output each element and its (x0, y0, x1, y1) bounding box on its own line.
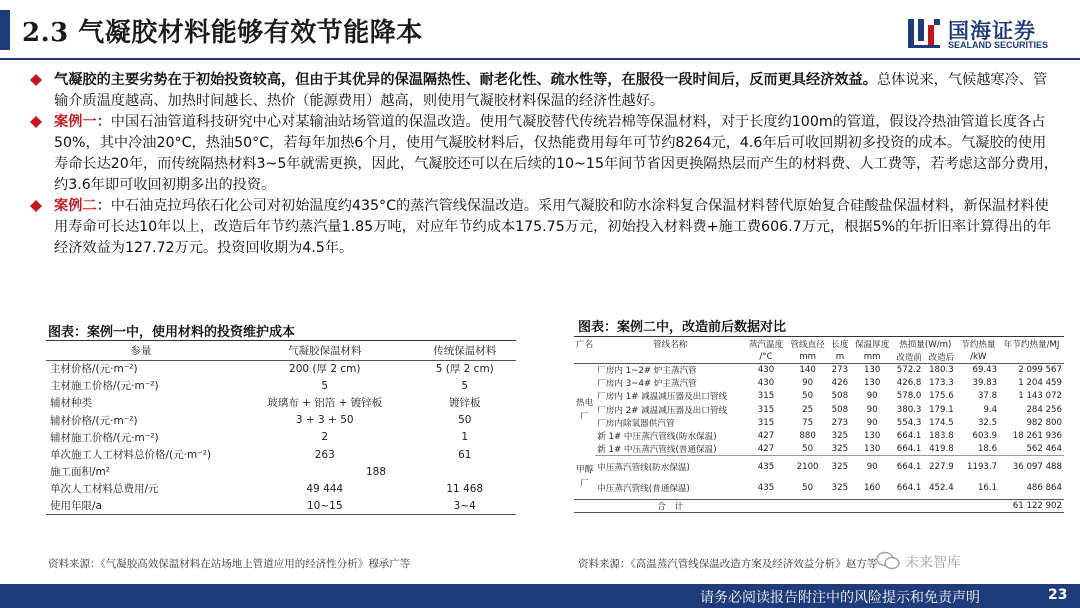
table-cell: 426.8 (896, 378, 922, 389)
table-cell: 315 (757, 417, 775, 428)
table-cell: 174.5 (929, 417, 954, 428)
table-header-cell: /°C (745, 350, 787, 363)
table-cell: 90 (866, 391, 878, 402)
table2-source: 资料来源：《高温蒸汽管线保温改造方案及经济效益分析》赵方等 (578, 558, 878, 570)
table-cell: 18.6 (958, 443, 1000, 456)
table-cell: 435 (757, 483, 775, 494)
table-cell: 130 (851, 443, 893, 456)
bullet-case-2 (28, 196, 1058, 259)
table-cell: 2 (321, 431, 329, 444)
table1-caption: 图表：案例一中，使用材料的投资维护成本 (48, 325, 296, 340)
table-cell: 880 (799, 430, 816, 441)
table-cell: 25 (802, 404, 814, 415)
table-row (574, 403, 1064, 416)
diamond-bullet-icon (30, 74, 42, 86)
table-cell: 173.3 (929, 378, 954, 389)
table-cell: 273 (831, 365, 849, 376)
table-cell: 厂房内除氧器供汽管 (597, 418, 675, 429)
table-cell: 452.4 (929, 483, 954, 494)
table-cell: 5 (321, 379, 329, 392)
table-header-cell (574, 350, 595, 363)
table-cell (574, 500, 595, 513)
table-cell: 50 (787, 443, 829, 456)
table-cell: 1 143 072 (1018, 391, 1062, 402)
table-header-cell: 改造前 (893, 350, 925, 363)
table1 (46, 340, 516, 515)
table1-source: 资料来源：《气凝胶高效保温材料在站场地上管道应用的经济性分析》穆承广等 (48, 558, 411, 570)
table-cell: 130 (863, 378, 881, 389)
table-cell: 427 (757, 430, 775, 441)
watermark-text: 未来智库 (905, 555, 961, 571)
table-cell: 130 (863, 365, 881, 376)
table-total-value: 61 122 902 (999, 500, 1064, 513)
diamond-bullet-icon (30, 116, 42, 128)
table-cell: 160 (863, 483, 881, 494)
table-cell: 430 (757, 378, 775, 389)
table-cell: 140 (799, 365, 816, 376)
logo-text-en: SEALAND SECURITIES (948, 40, 1049, 50)
table-row (574, 377, 1064, 390)
table-cell: 427 (745, 443, 787, 456)
table-cell: 200 (厚 2 cm) (289, 363, 361, 376)
table-cell: 664.1 (896, 461, 922, 472)
table-header-cell (999, 350, 1064, 363)
table-cell: 508 (831, 391, 849, 402)
table-cell: 426 (831, 378, 849, 389)
table-cell: 39.83 (972, 378, 998, 389)
table-cell: 50 (802, 391, 814, 402)
page-number: 23 (1048, 587, 1068, 603)
table-cell: 中压蒸汽管线(防水保温) (597, 462, 690, 473)
table-row (574, 456, 1064, 478)
table-cell: 603.9 (972, 430, 998, 441)
table-cell: 18 261 936 (1012, 430, 1062, 441)
table-header-cell: 热损量(W/m) (899, 339, 952, 350)
table-row (46, 429, 516, 446)
title-accent (0, 10, 10, 50)
table-header-cell: 改造后 (925, 350, 957, 363)
table-cell: 578.0 (896, 391, 922, 402)
table-total-row (574, 500, 1064, 513)
table-cell: 419.8 (925, 443, 957, 456)
table-cell: 3 + 3 + 50 (295, 414, 354, 427)
bullet-text: 中国石油管道科技研究中心对某输油站场管道的保温改造。使用气凝胶替代传统岩棉等保温材料，对于长度约100m的管道，假设冷热油管道长度各占50%，其中冷油20°C，热油50°C，若每年加热6个月，使用气凝胶材料后，仅热能费用每年可节约8264元，4.6年后可收回期初多投资的成本。气凝胶的使用寿命长达20年，而传统隔热材料3~5年就需更换，因此，气凝胶还可以在后续的10~15年间节省因更换隔热层而产生的材料费、人工费等，若考虑这部分费用，约3.6年即可收回初期多出的投资。 (54, 114, 1058, 193)
table-row (46, 463, 516, 480)
table-row (574, 443, 1064, 456)
table-cell: 380.3 (896, 404, 922, 415)
bullet-text: 总体说来，气候越寒冷、管输介质温度越高、加热时间越长、热价（能源费用）越高，则使用气凝胶材料保温的经济性越好。 (54, 72, 1048, 109)
table-header-cell: 节约热量 (961, 339, 996, 350)
table-cell: 508 (831, 404, 849, 415)
title-bar (0, 0, 1080, 62)
table-cell: 430 (757, 365, 775, 376)
table-cell: 90 (866, 417, 878, 428)
table-cell: 315 (757, 404, 775, 415)
table-cell: 325 (828, 443, 851, 456)
table-header-cell: 保温厚度 (854, 339, 890, 350)
table-cell: 554.3 (896, 417, 922, 428)
table-header-cell: 广名 (576, 339, 594, 350)
table-cell (745, 500, 999, 513)
table-header-row (46, 341, 516, 360)
table-cell: 1 (461, 431, 469, 444)
table-cell: 664.1 (893, 443, 925, 456)
table-cell: 175.6 (929, 391, 954, 402)
table-header-cell: 长度 (831, 339, 849, 350)
table-cell: 273 (831, 417, 849, 428)
table-row (46, 480, 516, 497)
table-cell: 9.4 (983, 404, 998, 415)
table-cell: 180.3 (929, 365, 954, 376)
table-cell: 11 468 (446, 482, 484, 495)
table-cell: 厂房内 1# 减温减压器及出口管线 (597, 392, 728, 403)
sealand-logo-icon (906, 15, 942, 51)
table1-grid (46, 341, 516, 515)
table-cell: 3~4 (414, 498, 517, 515)
table-cell: 5 (厚 2 cm) (435, 363, 494, 376)
table-header-cell: /kW (958, 350, 1000, 363)
table-cell: 16.1 (977, 483, 998, 494)
footer-disclaimer: 请务必阅读报告附注中的风险提示和免责声明 (700, 590, 980, 606)
table-cell: 辅材价格/(元·m⁻²) (50, 414, 138, 427)
table-cell: 562 464 (999, 443, 1064, 456)
table-row (574, 363, 1064, 376)
table-cell: 辅材施工价格/(元·m⁻²) (50, 431, 159, 444)
table-cell: 227.9 (929, 461, 954, 472)
table-total-label: 合 计 (595, 500, 745, 513)
table-cell: 325 (831, 430, 849, 441)
table-cell: 263 (314, 448, 335, 461)
brand-logo (906, 13, 1066, 53)
table-cell: 90 (866, 404, 878, 415)
table-header-cell (595, 350, 745, 363)
table-cell: 37.8 (977, 391, 998, 402)
table-cell: 50 (802, 483, 814, 494)
table-cell: 486 864 (1026, 483, 1062, 494)
table-cell: 32.5 (977, 417, 998, 428)
table-header-cell: 年节约热量/MJ (1003, 339, 1060, 350)
table-row (46, 377, 516, 394)
bullet-list (28, 70, 1058, 259)
table-cell: 5 (461, 379, 469, 392)
table-row (46, 360, 516, 377)
table-cell: 183.8 (929, 430, 954, 441)
table-cell: 90 (802, 378, 814, 389)
table-cell: 284 256 (1026, 404, 1062, 415)
table-cell: 主材施工价格/(元·m⁻²) (50, 380, 159, 393)
table-header-cell: m (828, 350, 851, 363)
table-cell: 2 099 567 (1018, 365, 1062, 376)
table-cell: 75 (802, 417, 814, 428)
table-cell: 厂房内 1~2# 炉主蒸汽管 (597, 366, 697, 377)
table-cell: 179.1 (929, 404, 954, 415)
table-header-row (574, 350, 1064, 363)
table-cell: 50 (458, 414, 472, 427)
table-row (46, 412, 516, 429)
table-cell: 188 (365, 465, 387, 478)
table-cell: 982 800 (1026, 417, 1062, 428)
table-cell: 49 444 (306, 482, 344, 495)
table-cell: 新 1# 中压蒸汽管线(防水保温) (597, 431, 717, 442)
table-row (574, 390, 1064, 403)
table-cell: 中压蒸汽管线(普通保温) (597, 484, 690, 495)
table-header-row (574, 337, 1064, 350)
table-header-cell: 气凝胶保温材料 (236, 341, 414, 360)
logo-text-cn: 国海证券 (948, 19, 1036, 43)
table-cell: 1 204 459 (1018, 378, 1062, 389)
table2-caption: 图表：案例二中，改造前后数据对比 (578, 320, 787, 335)
table-cell: 325 (831, 461, 849, 472)
table-cell: 325 (831, 483, 849, 494)
bullet-text: 中石油克拉玛依石化公司对初始温度约435°C的蒸汽管线保温改造。采用气凝胶和防水涂料复合保温材料替代原始复合硅酸盐保温材料，新保温材料使用寿命可长达10年以上，改造后年节约蒸汽量1.85万吨，对应年节约成本175.75万元，初始投入材料费+施工费606.7万元，根据5%的年折旧率计算得出的年经济效益为127.72万元。投资回收期为4.5年。 (54, 198, 1052, 256)
table-cell: 厂房内 3~4# 炉主蒸汽管 (597, 379, 697, 390)
table-header-cell: 传统保温材料 (414, 341, 517, 360)
table-header-cell: 管线直径 (790, 339, 825, 350)
bullet-case-1 (28, 112, 1058, 196)
bullet-strong: 气凝胶的主要劣势在于初始投资较高，但由于其优异的保温隔热性、耐老化性、疏水性等，在服役一段时间后，反而更具经济效益。 (54, 72, 877, 88)
table-cell: 单次人工材料总费用/元 (50, 483, 159, 496)
table-header-cell: 管线名称 (653, 339, 688, 350)
table-cell: 辅材种类 (50, 397, 92, 410)
table-cell: 使用年限/a (46, 498, 236, 515)
table-cell: 572.2 (896, 365, 922, 376)
table-header-cell: mm (787, 350, 829, 363)
table-cell: 厂房内 2# 减温减压器及出口管线 (597, 405, 728, 416)
table-cell: 10~15 (236, 498, 414, 515)
table-cell: 镀锌板 (449, 397, 481, 410)
table-cell: 664.1 (896, 483, 922, 494)
table-row (574, 429, 1064, 442)
table-cell: 施工面积/m² (50, 466, 110, 479)
table2-grid (574, 337, 1064, 513)
table-row (46, 394, 516, 411)
table-cell: 单次施工人工材料总价格/(元·m⁻²) (50, 449, 212, 462)
table-header-cell: 参量 (46, 341, 236, 360)
table-group-cell: 热电厂 (576, 397, 594, 422)
table-row (46, 446, 516, 463)
table-header-cell: 蒸汽温度 (748, 339, 784, 350)
table-row (46, 498, 516, 515)
table-row (574, 416, 1064, 429)
bullet-advantage (28, 70, 1058, 112)
table-cell: 玻璃布 + 铝箔 + 镀锌板 (267, 397, 383, 410)
title-divider (0, 58, 1080, 60)
table-cell: 新 1# 中压蒸汽管线(普通保温) (595, 443, 745, 456)
bullet-lead: 案例二： (54, 198, 111, 214)
table-cell: 2100 (796, 461, 819, 472)
table-cell: 435 (757, 461, 775, 472)
table-cell: 1193.7 (967, 461, 998, 472)
diamond-bullet-icon (30, 200, 42, 212)
table2 (574, 336, 1064, 513)
table-cell: 61 (458, 448, 472, 461)
table-group-cell: 甲醇厂 (576, 465, 594, 490)
table-cell: 130 (863, 430, 881, 441)
table-cell: 664.1 (896, 430, 922, 441)
table-cell: 69.43 (972, 365, 998, 376)
wechat-icon (876, 551, 900, 571)
table-cell: 315 (757, 391, 775, 402)
table-cell: 36 097 488 (1012, 461, 1062, 472)
page-title: 2.3 气凝胶材料能够有效节能降本 (22, 18, 423, 48)
bullet-lead: 案例一： (54, 114, 111, 130)
table-cell: 主材价格/(元·m⁻²) (50, 363, 138, 376)
table-header-cell: mm (851, 350, 893, 363)
table-cell: 90 (866, 461, 878, 472)
footer-bar (0, 584, 1080, 608)
table-row (574, 478, 1064, 500)
